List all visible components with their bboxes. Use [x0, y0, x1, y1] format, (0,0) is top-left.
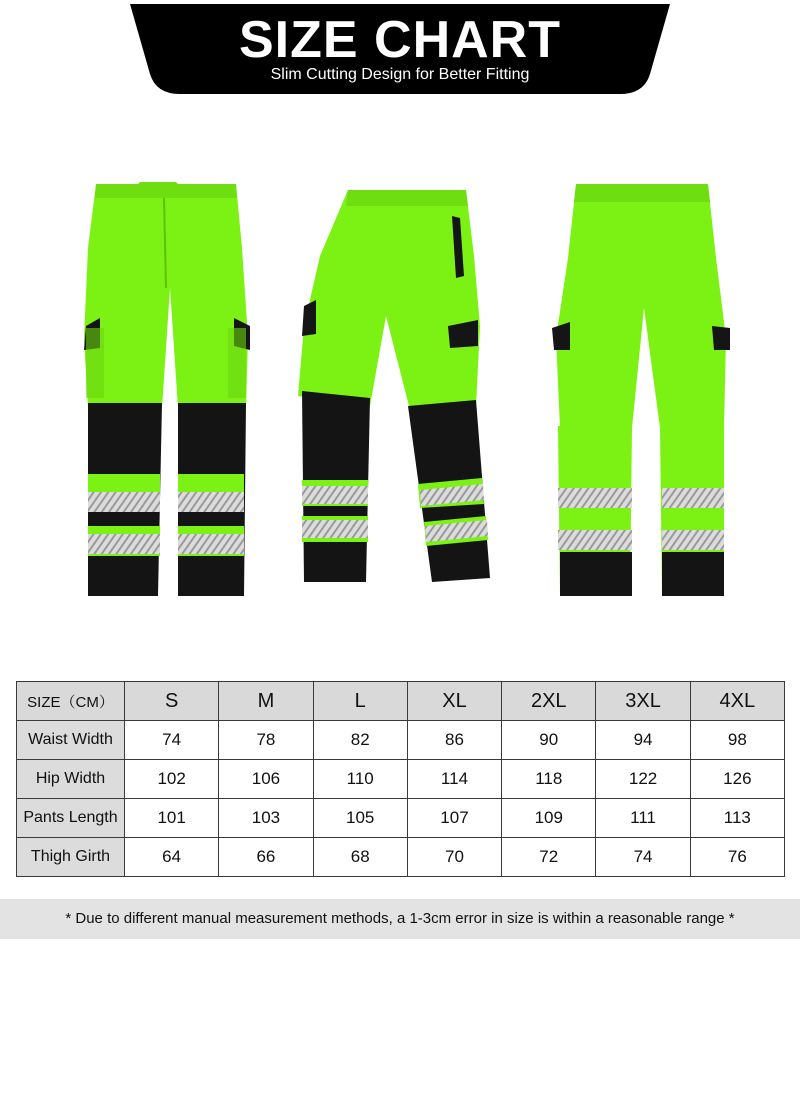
size-header-row — [17, 682, 785, 721]
size-header-cell: M — [219, 682, 313, 721]
table-cell: 114 — [407, 760, 501, 799]
pants-side-view-image — [290, 186, 500, 586]
table-cell: 70 — [407, 838, 501, 877]
table-cell: 103 — [219, 799, 313, 838]
row-label-pants-length: Pants Length — [17, 799, 125, 838]
table-cell: 64 — [125, 838, 219, 877]
measurement-note: * Due to different manual measurement methods, a 1-3cm error in size is within a reasonable range * — [65, 910, 735, 927]
table-cell: 74 — [596, 838, 690, 877]
table-cell: 105 — [313, 799, 407, 838]
size-header-cell: L — [313, 682, 407, 721]
table-cell: 111 — [596, 799, 690, 838]
table-cell: 109 — [502, 799, 596, 838]
table-cell: 76 — [690, 838, 784, 877]
size-header-cell: S — [125, 682, 219, 721]
size-header-cell: 2XL — [502, 682, 596, 721]
size-unit-label: SIZE（CM） — [17, 682, 125, 721]
table-cell: 113 — [690, 799, 784, 838]
table-cell: 78 — [219, 721, 313, 760]
pants-back-view-image — [548, 178, 733, 600]
table-cell: 98 — [690, 721, 784, 760]
table-cell: 126 — [690, 760, 784, 799]
table-cell: 82 — [313, 721, 407, 760]
table-cell: 106 — [219, 760, 313, 799]
size-table — [16, 681, 785, 877]
table-cell: 102 — [125, 760, 219, 799]
table-cell: 68 — [313, 838, 407, 877]
table-row — [17, 838, 785, 877]
table-cell: 107 — [407, 799, 501, 838]
row-label-hip-width: Hip Width — [17, 760, 125, 799]
table-cell: 86 — [407, 721, 501, 760]
table-cell: 72 — [502, 838, 596, 877]
pants-front-view-image — [78, 178, 253, 600]
table-row — [17, 760, 785, 799]
measurement-note-bar — [0, 899, 800, 939]
size-header-cell: 4XL — [690, 682, 784, 721]
table-cell: 110 — [313, 760, 407, 799]
row-label-waist-width: Waist Width — [17, 721, 125, 760]
table-row — [17, 721, 785, 760]
size-header-cell: 3XL — [596, 682, 690, 721]
size-header-cell: XL — [407, 682, 501, 721]
table-cell: 122 — [596, 760, 690, 799]
table-cell: 101 — [125, 799, 219, 838]
table-cell: 118 — [502, 760, 596, 799]
row-label-thigh-girth: Thigh Girth — [17, 838, 125, 877]
table-cell: 74 — [125, 721, 219, 760]
table-cell: 90 — [502, 721, 596, 760]
table-row — [17, 799, 785, 838]
page-title: SIZE CHART — [239, 11, 561, 69]
table-cell: 94 — [596, 721, 690, 760]
table-cell: 66 — [219, 838, 313, 877]
size-chart-header — [130, 4, 670, 94]
page-subtitle: Slim Cutting Design for Better Fitting — [270, 66, 530, 83]
